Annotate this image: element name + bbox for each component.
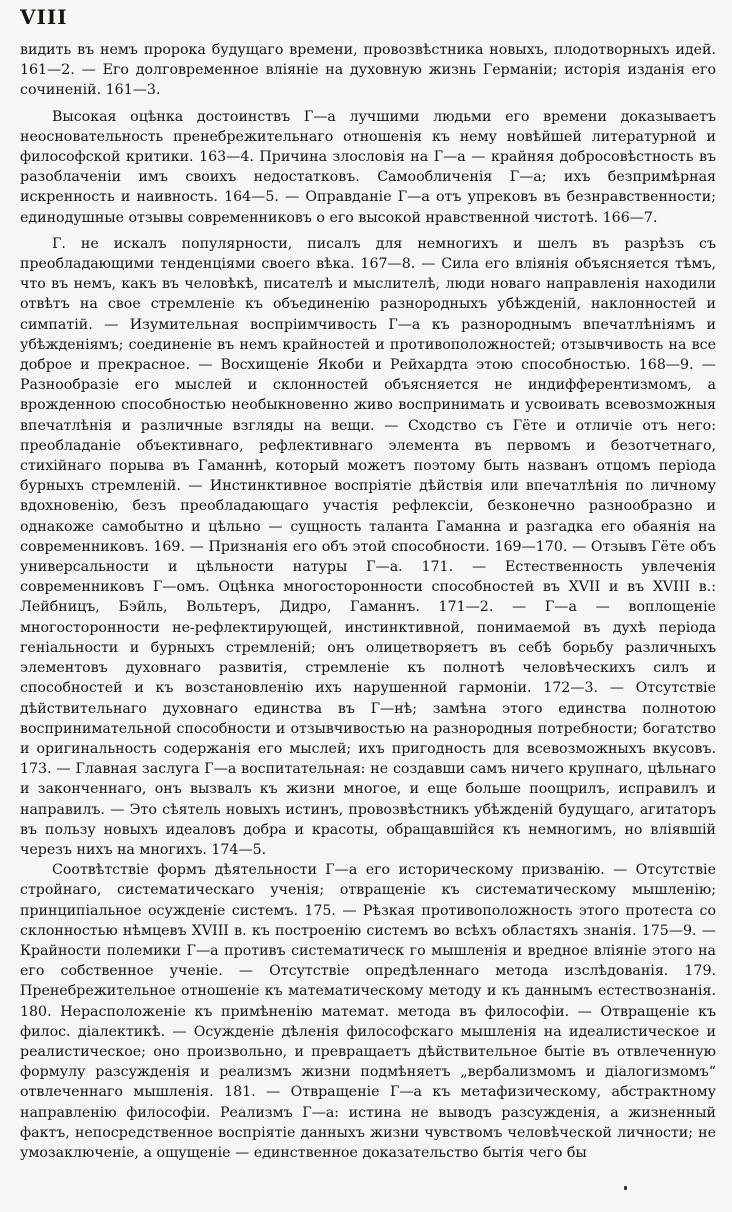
page-number: VIII: [20, 5, 68, 29]
paragraph-popularity: Г. не искалъ популярности, писалъ для немногихъ и шелъ въ разрѣзъ съ преобладающими тенденціями своего вѣка. 167—8. — Сила его вліянія объясняется тѣмъ, что въ немъ, какъ въ человѣкѣ, писателѣ и мыслителѣ, люди новаго направленія находили отвѣтъ на свое стремленіе къ объединенію разнородныхъ убѣжденій, наклонностей и симпатій. — Изумительная воспріимчивость Г—а къ разнороднымъ впечатлѣніямъ и убѣжденіямъ; соединеніе въ немъ крайностей и противоположностей; отзывчивость на все доброе и прекрасное. — Восхищеніе Якоби и Рейхардта этою способностью. 168—9. — Разнообразіе его мыслей и склонностей объясняется не индифферентизмомъ, а врожденною способностью необыкновенно живо воспринимать и усвоивать всевозможныя впечатлѣнія и различные взгляды на вещи. — Сходство съ Гёте и отличіе отъ него: преобладаніе объективнаго, рефлективнаго элемента въ первомъ и безотчетнаго, стихійнаго порыва въ Гаманнѣ, который можетъ поэтому быть названъ отцомъ періода бурныхъ стремленій. — Инстинктивное воспріятіе дѣйствія или впечатлѣнія по личному вдохновенію, безъ преобладающаго участія рефлексіи, безконечно разнообразно и однакоже самобытно и цѣльно — сущность таланта Гаманна и разгадка его обаянія на современниковъ. 169. — Признанія его объ этой способности. 169—170. — Отзывъ Гёте объ универсальности и цѣльности натуры Г—а. 171. — Естественность увлеченія современниковъ Г—омъ. Оцѣнка многосторонности способностей въ XVII и въ XVIII в.: Лейбницъ, Бэйль, Вольтеръ, Дидро, Гаманнъ. 171—2. — Г—а — воплощеніе многосторонности не-рефлектирующей, инстинктивной, понимаемой въ духѣ періода геніальности и бурныхъ стремленій; онъ олицетворяетъ въ себѣ борьбу различныхъ элементовъ духовнаго развитія, стремленіе къ полнотѣ человѣческихъ силъ и способностей и къ возстановленію ихъ нарушенной гармоніи. 172—3. — Отсутствіе дѣйствительнаго духовнаго единства въ Г—нѣ; замѣна этого единства полнотою воспринимательной способности и отзывчивостью на разнородныя потребности; богатство и оригинальность содержанія его мыслей; ихъ пригодность для всевозможныхъ вкусовъ. 173. — Главная заслуга Г—а воспитательная: не создавши самъ ничего крупнаго, цѣльнаго и законченнаго, онъ вызвалъ къ жизни многое, и еще больше поощрилъ, исправилъ и направилъ. — Это сѣятель новыхъ истинъ, провозвѣстникъ убѣжденій будущаго, агитаторъ въ пользу новыхъ идеаловъ добра и красоты, обращавшійся къ немногимъ, но вліявшій черезъ нихъ на многихъ. 174—5.: [20, 235, 716, 858]
ink-speck: [624, 1186, 627, 1190]
text-body: [20, 40, 716, 1163]
paragraph-continued: видить въ немъ пророка будущаго времени, провозвѣстника новыхъ, плодотворныхъ идей. 161—2. — Его долговременное вліяніе на духовную жизнь Германіи; исторія изданія его сочиненій. 161—3.: [20, 42, 716, 99]
paragraph-evaluation: Высокая оцѣнка достоинствъ Г—а лучшими людьми его времени доказываетъ неосновательность пренебрежительнаго отношенія къ нему новѣйшей литературной и философской критики. 163—4. Причина злословія на Г—а — крайняя добросовѣстность въ разоблаченіи имъ своихъ недостатковъ. Самообличенія Г—а; ихъ безпримѣрная искренность и наивность. 164—5. — Оправданіе Г—а отъ упрековъ въ безнравственности; единодушные отзывы современниковъ о его высокой нравственной чистотѣ. 166—7.: [20, 108, 716, 226]
paragraph-activity-forms: Соотвѣтствіе формъ дѣятельности Г—а его историческому призванію. — Отсутствіе стройнаго, систематическаго ученія; отвращеніе къ систематическому мышленію; принципіальное осужденіе системъ. 175. — Рѣзкая противоположность этого протеста со склонностью нѣмцевъ XVIII в. къ построенію системъ во всѣхъ областяхъ знанія. 175—9. — Крайности полемики Г—а противъ систематическ го мышленія и вредное вліяніе этого на его собственное ученіе. — Отсутствіе опредѣленнаго метода изслѣдованія. 179. Пренебрежительное отношеніе къ математическому методу и къ даннымъ естествознанія. 180. Нерасположеніе къ примѣненію математ. метода въ философіи. — Отвращеніе къ филос. діалектикѣ. — Осужденіе дѣленія философскаго мышленія на идеалистическое и реалистическое; оно произвольно, и превращаетъ дѣйствительное бытіе въ отвлеченную формулу разсужденія и реализмъ жизни подмѣняетъ „вербализмомъ и діалогизмомъ“ отвлеченнаго мышленія. 181. — Отвращеніе Г—а къ метафизическому, абстрактному направленію философіи. Реализмъ Г—а: истина не выводъ разсужденія, а жизненный фактъ, непосредственное воспріятіе данныхъ жизни чувствомъ человѣческой личности; не умозаключеніе, а ощущеніе — единственное доказательство бытія чего бы: [20, 862, 716, 1161]
